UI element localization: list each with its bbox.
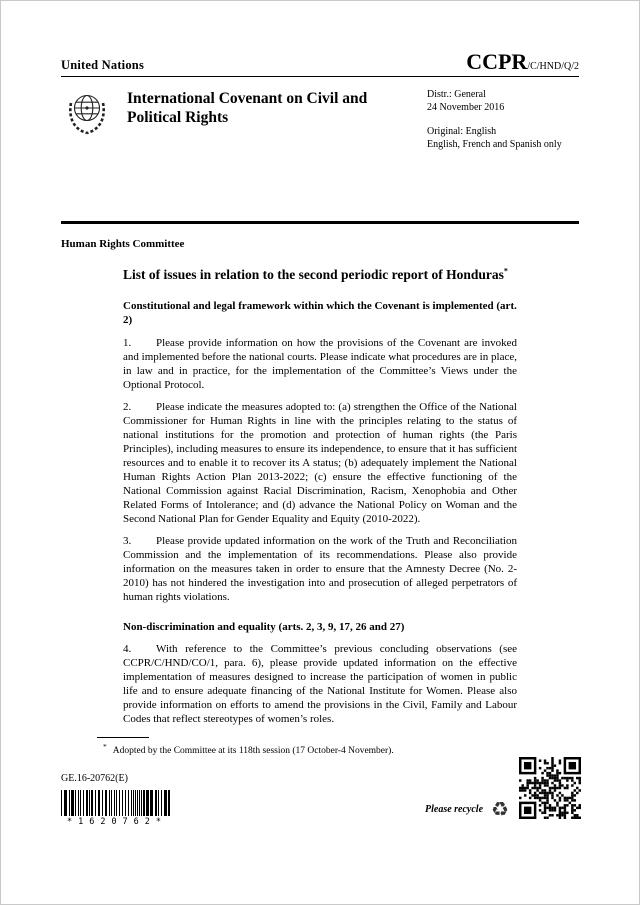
header-divider [61, 76, 579, 77]
section-heading: Non-discrimination and equality (arts. 2, 3, 9, 17, 26 and 27) [123, 620, 405, 633]
barcode-bars [61, 790, 173, 816]
languages-line: English, French and Spanish only [427, 138, 562, 150]
un-emblem-icon [61, 87, 113, 139]
section-non-discrimination [123, 620, 517, 726]
paragraph-3 [123, 534, 517, 604]
footnote-marker: * [103, 742, 107, 751]
date-line: 24 November 2016 [427, 101, 505, 113]
original-language-line: Original: English [427, 126, 497, 137]
qr-modules [519, 757, 581, 819]
paragraph-4 [123, 642, 517, 726]
ge-number: GE.16-20762(E) [61, 773, 128, 784]
title-footnote-marker: * [503, 266, 508, 275]
org-name: United Nations [61, 58, 145, 72]
paragraph-text: With reference to the Committee’s previous concluding observations (see CCPR/C/HND/CO/1, para. 6), please provide updated information on the effective implementation of measures designed to increase the participation of women in public life and to ensure adequate financing of the National Institute for Women. Please also provide information on efforts to amend the provisions in the Civil, Family and Labour Codes that reflect stereotypes of women’s roles. [123, 642, 517, 725]
paragraph-2 [123, 400, 517, 526]
paragraph-number: 3. [123, 534, 132, 547]
committee-name: Human Rights Committee [61, 237, 185, 250]
recycle-label: Please recycle [425, 803, 484, 815]
barcode-text: *1620762* [66, 817, 168, 827]
recycle-icon: ♻ [491, 797, 509, 821]
document-title [123, 266, 517, 284]
document-meta [427, 87, 579, 149]
paragraph-1 [123, 336, 517, 392]
distr-line: Distr.: General [427, 89, 486, 100]
document-title-text: List of issues in relation to the second periodic report of Honduras [123, 266, 504, 282]
paragraph-number: 2. [123, 400, 132, 413]
paragraph-number: 1. [123, 336, 132, 349]
document-symbol-suffix: /C/HND/Q/2 [527, 61, 579, 72]
section-constitutional-framework [123, 299, 517, 604]
footnote [97, 742, 517, 758]
masthead [61, 87, 579, 149]
header-top-row [61, 49, 579, 74]
paragraph-number: 4. [123, 642, 132, 655]
document-symbol-main: CCPR [466, 49, 528, 74]
barcode [61, 790, 173, 827]
masthead-divider [61, 221, 579, 224]
paragraph-text: Please provide information on how the provisions of the Covenant are invoked and implemented before the national courts. Please indicate what procedures are in place, in law and in practice, for the implementation of the Committee’s Views under the Optional Protocol. [123, 336, 517, 391]
main-text-column [123, 266, 517, 726]
qr-code [519, 757, 581, 819]
footnote-divider [97, 737, 149, 738]
document-symbol [466, 49, 579, 75]
recycle-note [425, 799, 509, 819]
section-heading: Constitutional and legal framework within which the Covenant is implemented (art. 2) [123, 300, 517, 327]
paragraph-text: Please provide updated information on the work of the Truth and Reconciliation Commission and the implementation of its recommendations. Please also provide information on the measures taken in order to ensure that the Amnesty Decree (No. 2-2010) has not hindered the investigation into and prosecution of alleged perpetrators of human rights violations. [123, 534, 517, 603]
paragraph-text: Please indicate the measures adopted to: (a) strengthen the Office of the National Commissioner for Human Rights in line with the principles relating to the status of national institutions for the promotion and protection of human rights (the Paris Principles), including measures to ensure its independence, to ensure that it has sufficient resources and to enable it to recover its A status; (b) adequately implement the National Human Rights Action Plan 2013-2022; (c) ensure the effective functioning of the National Commission against Racial Discrimination, Racism, Xenophobia and Other Related Forms of Intolerance; and (d) advance the National Policy on Woman and the Second National Plan for Gender Equality and Equity (2010-2022). [123, 400, 517, 525]
covenant-title: International Covenant on Civil and Political Rights [127, 90, 368, 127]
footnote-text: Adopted by the Committee at its 118th session (17 October-4 November). [112, 746, 394, 757]
footnote-area [97, 737, 517, 758]
